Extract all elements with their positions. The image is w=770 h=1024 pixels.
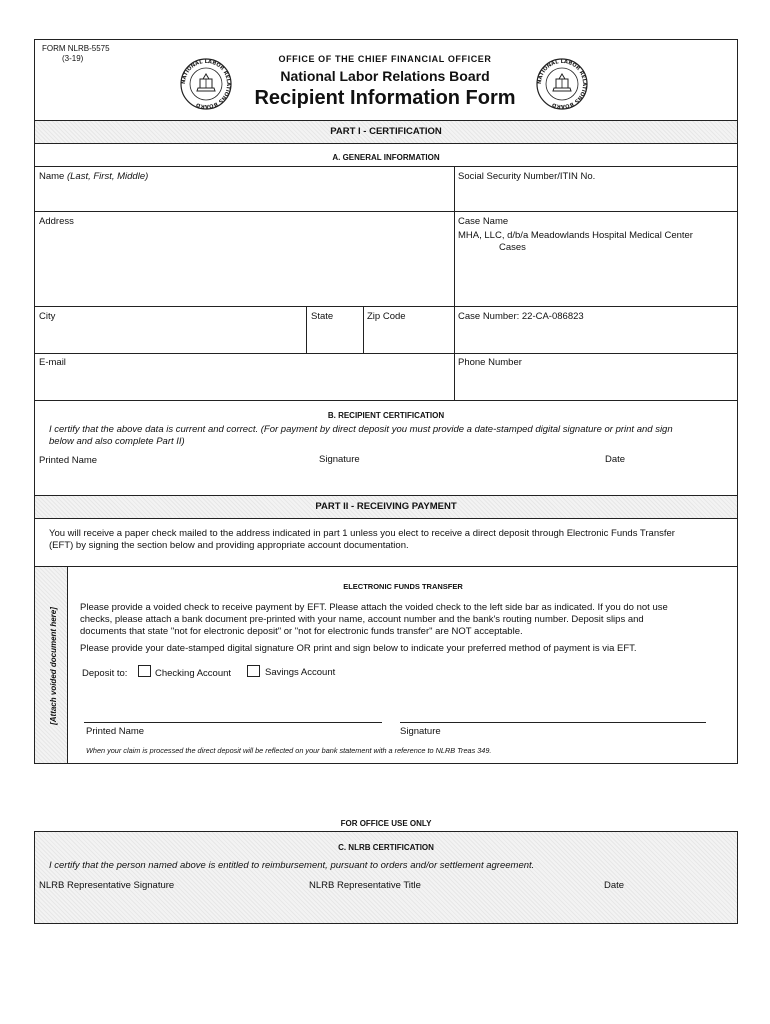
name-label-hint: (Last, First, Middle) (66, 171, 149, 182)
certify-text-line2: below and also complete Part II) (49, 436, 185, 447)
printed-name-field[interactable] (35, 468, 305, 494)
office-heading: OFFICE OF THE CHIEF FINANCIAL OFFICER (278, 54, 492, 64)
case-name-value-cont: Cases (499, 242, 526, 253)
eft-printed-name-label: Printed Name (86, 726, 145, 737)
eft-printed-name-line (84, 722, 382, 723)
attach-document-label: [Attach voided document here] (49, 607, 58, 725)
rep-signature-label: NLRB Representative Signature (39, 880, 175, 891)
signature-label: Signature (319, 454, 360, 465)
rule (35, 353, 738, 354)
date-label: Date (605, 454, 626, 465)
office-certify-text: I certify that the person named above is entitled to reimbursement, pursuant to orders and/or settlement agreement. (49, 860, 535, 871)
address-label: Address (39, 216, 74, 227)
rule (454, 166, 455, 400)
rule (35, 400, 738, 401)
rule (306, 306, 307, 353)
email-label: E-mail (39, 357, 66, 368)
deposit-to-label: Deposit to: (82, 668, 128, 679)
part2-title: PART II - RECEIVING PAYMENT (315, 501, 457, 512)
part2-intro-line1: You will receive a paper check mailed to the address indicated in part 1 unless you elect to receive a direct deposit through Electronic Funds Transfer (49, 528, 675, 539)
section-b-heading: B. RECIPIENT CERTIFICATION (327, 411, 445, 420)
eft-text-line3: documents that state "not for electronic deposit" or "not for electronic funds transfer" are NOT acceptable. (80, 626, 523, 637)
eft-signature-field[interactable] (400, 700, 706, 722)
rep-title-label: NLRB Representative Title (309, 880, 421, 891)
office-date-field[interactable] (600, 894, 735, 920)
zip-field[interactable] (364, 325, 453, 352)
eft-text-line2: checks, please attach a bank document pre-printed with your name, account number and the bank's routing number. Deposit slips and (80, 614, 644, 625)
city-field[interactable] (35, 325, 305, 352)
part1-title: PART I - CERTIFICATION (330, 126, 442, 137)
eft-printed-name-field[interactable] (84, 700, 382, 722)
form-revision: (3-19) (62, 54, 84, 63)
form-number: FORM NLRB-5575 (42, 44, 110, 53)
phone-label: Phone Number (458, 357, 522, 368)
case-number: Case Number: 22-CA-086823 (458, 311, 584, 322)
svg-text:NATIONAL LABOR RELATIONS BOARD: NATIONAL LABOR RELATIONS BOARD (180, 58, 232, 110)
rep-title-field[interactable] (306, 894, 596, 920)
certify-text-line1: I certify that the above data is current and correct. (For payment by direct deposit you must provide a date-stamped digital signature or print and sign (49, 424, 673, 435)
ssn-field[interactable] (455, 185, 737, 210)
agency-name: National Labor Relations Board (280, 68, 490, 84)
address-field[interactable] (35, 230, 453, 304)
section-a-heading: A. GENERAL INFORMATION (332, 153, 440, 162)
section-c-heading: C. NLRB CERTIFICATION (338, 843, 434, 852)
rule (35, 566, 738, 567)
eft-signature-label: Signature (400, 726, 441, 737)
eft-text-line1: Please provide a voided check to receive payment by EFT. Please attach the voided check to the left side bar as indicated. If you do not use (80, 602, 668, 613)
rep-signature-field[interactable] (36, 894, 301, 920)
office-use-heading: FOR OFFICE USE ONLY (340, 819, 432, 828)
email-field[interactable] (35, 371, 453, 399)
case-name-label: Case Name (458, 216, 509, 227)
zip-label: Zip Code (367, 311, 406, 322)
state-field[interactable] (307, 325, 362, 352)
name-field[interactable] (35, 185, 453, 210)
checking-account-checkbox[interactable] (138, 665, 151, 677)
eft-footnote: When your claim is processed the direct deposit will be reflected on your bank statement with a reference to NLRB Treas 349. (86, 746, 492, 755)
city-label: City (39, 311, 56, 322)
signature-field[interactable] (315, 468, 595, 494)
office-date-label: Date (604, 880, 625, 891)
rule (35, 166, 738, 167)
case-name-value: MHA, LLC, d/b/a Meadowlands Hospital Medical Center (458, 230, 693, 241)
rule (35, 306, 738, 307)
eft-signature-line (400, 722, 706, 723)
phone-field[interactable] (455, 371, 737, 399)
printed-name-label: Printed Name (39, 455, 98, 466)
part2-intro-line2: (EFT) by signing the section below and providing appropriate account documentation. (49, 540, 409, 551)
rule (35, 211, 738, 212)
name-label-text: Name (39, 171, 67, 182)
eft-text-line4: Please provide your date-stamped digital signature OR print and sign below to indicate your preferred method of payment is via EFT. (80, 643, 637, 654)
rule (363, 306, 364, 353)
state-label: State (311, 311, 334, 322)
svg-text:NATIONAL LABOR RELATIONS BOARD: NATIONAL LABOR RELATIONS BOARD (536, 58, 588, 110)
eft-heading: ELECTRONIC FUNDS TRANSFER (343, 582, 463, 591)
ssn-label: Social Security Number/ITIN No. (458, 171, 596, 182)
savings-account-checkbox[interactable] (247, 665, 260, 677)
savings-account-label: Savings Account (265, 667, 336, 678)
date-field[interactable] (600, 468, 735, 494)
checking-account-label: Checking Account (155, 668, 232, 679)
form-outer-border (34, 39, 738, 764)
form-title: Recipient Information Form (254, 87, 516, 109)
name-label (39, 171, 148, 183)
